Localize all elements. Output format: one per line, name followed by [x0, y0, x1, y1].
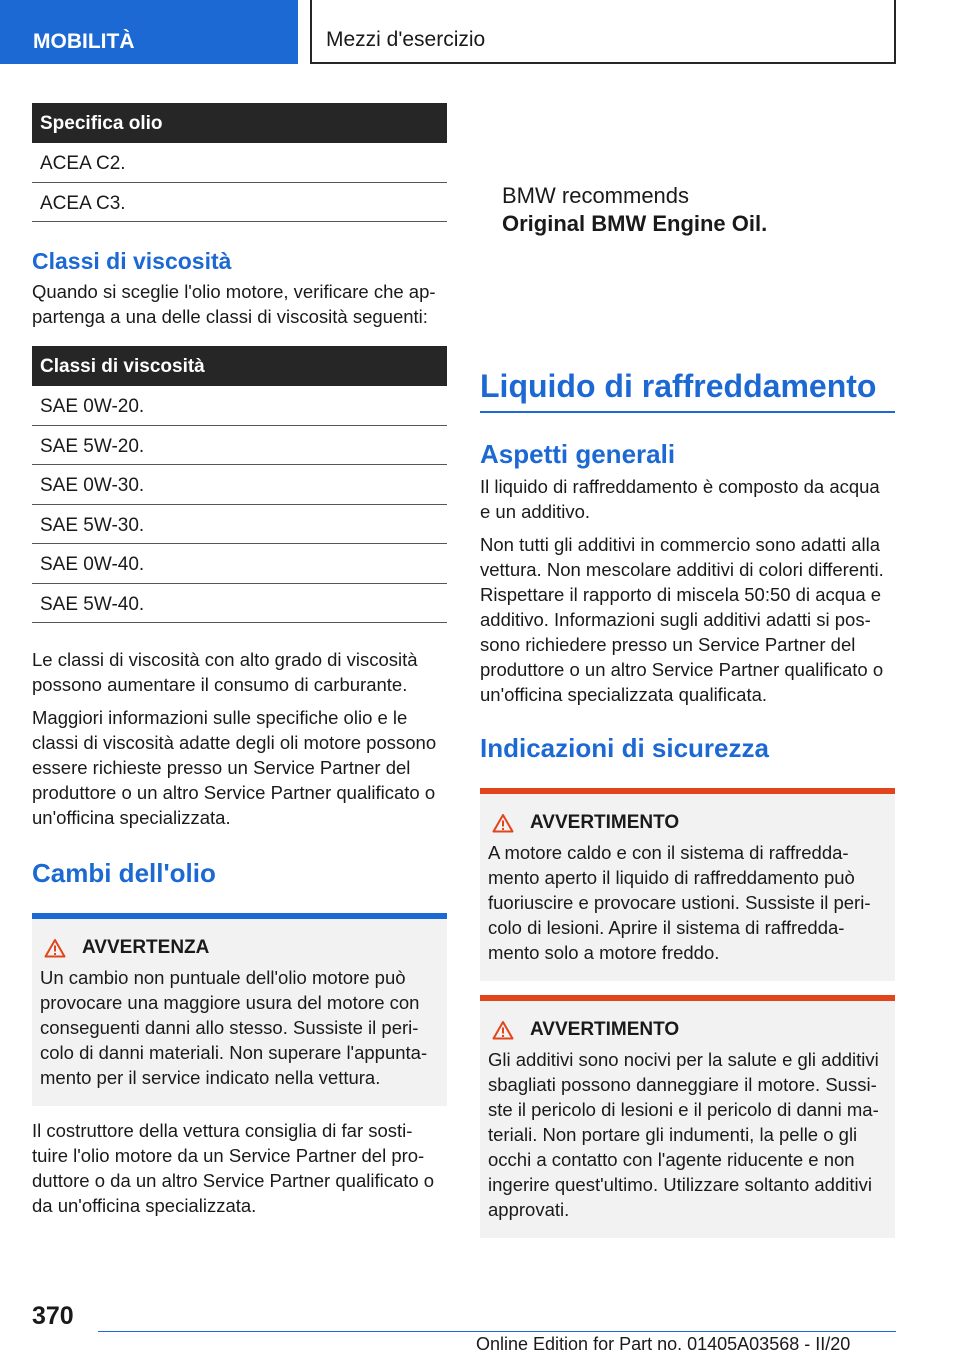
- general-paragraph-2: Non tutti gli additivi in commercio sono adatti alla vettura. Non mescolare additivi di colori differenti. Rispettare il rapporto di miscela 50:50 di acqua e additivo. Informazioni sugli additivi adatti si pos-sono richiedere presso un Service Partner del produttore o un altro Service Partner qualificato o un'officina specializzata qualificata.: [480, 534, 884, 705]
- warning-text: A motore caldo e con il sistema di raffredda-mento aperto il liquido di raffreddamento può fuoriuscire e provocare ustioni. Sussiste il peri-colo di lesioni. Aprire il sistema di raffredda-mento solo a motore freddo.: [488, 842, 871, 963]
- footer-divider: [98, 1331, 896, 1332]
- footer-edition: Online Edition for Part no. 01405A03568 - II/20: [476, 1334, 851, 1354]
- bmw-recommends-line2: Original BMW Engine Oil.: [502, 211, 768, 236]
- bmw-recommends-line1: BMW recommends: [502, 183, 690, 208]
- oil-spec-table: [32, 103, 447, 222]
- general-paragraph-1: Il liquido di raffreddamento è composto da acqua e un additivo.: [480, 476, 880, 522]
- general-heading: Aspetti generali: [480, 439, 676, 469]
- warning-box-2: [480, 995, 895, 1238]
- table-row: SAE 0W-20.: [32, 386, 447, 426]
- right-column: [480, 368, 895, 1238]
- left-column: [32, 103, 447, 1218]
- page-number: 370: [32, 1302, 74, 1330]
- warning-text: Gli additivi sono nocivi per la salute e gli additivi sbagliati possono danneggiare il motore. Sussi-ste il pericolo di lesioni e il pericolo di danni ma-teriali. Non portare gli indumenti, la pelle o gli occhi a contatto con l'agente riducente e non ingerire quest'ultimo. Utilizzare soltanto additivi approvati.: [488, 1049, 879, 1220]
- section-tab: MOBILITÀ: [0, 0, 298, 64]
- chapter-title: Mezzi d'esercizio: [310, 0, 896, 64]
- table-row: SAE 5W-20.: [32, 426, 447, 466]
- warning-box: [32, 913, 447, 1106]
- viscosity-paragraph-1: Le classi di viscosità con alto grado di viscosità possono aumentare il consumo di carburante.: [32, 649, 418, 695]
- warning-triangle-icon: [44, 938, 66, 958]
- warning-box-1: [480, 788, 895, 981]
- warning-title-text: AVVERTIMENTO: [530, 812, 680, 833]
- warning-text: Un cambio non puntuale dell'olio motore può provocare una maggiore usura del motore con conseguenti danni allo stesso. Sussiste il peri-colo di danni materiali. Non superare l'appunta-mento per il service indicato nella vettura.: [40, 967, 428, 1088]
- table-row: SAE 0W-30.: [32, 465, 447, 505]
- bmw-recommends-logo: [502, 182, 767, 238]
- warning-title: [488, 1019, 887, 1041]
- table-row: SAE 5W-30.: [32, 505, 447, 545]
- viscosity-table-header: Classi di viscosità: [32, 346, 447, 386]
- warning-triangle-icon: [492, 1020, 514, 1040]
- viscosity-heading: Classi di viscosità: [32, 248, 232, 274]
- oil-change-heading: Cambi dell'olio: [32, 858, 216, 888]
- oil-spec-table-header: Specifica olio: [32, 103, 447, 143]
- table-row: SAE 5W-40.: [32, 584, 447, 624]
- table-row: ACEA C3.: [32, 183, 447, 223]
- viscosity-intro: Quando si sceglie l'olio motore, verificare che ap-partenga a una delle classi di viscosità seguenti:: [32, 281, 436, 327]
- oil-change-paragraph: Il costruttore della vettura consiglia di far sosti-tuire l'olio motore da un Service Partner del pro-duttore o da un altro Service Partner qualificato o da un'officina specializzata.: [32, 1120, 435, 1216]
- safety-heading: Indicazioni di sicurezza: [480, 733, 769, 763]
- table-row: ACEA C2.: [32, 143, 447, 183]
- viscosity-table: [32, 346, 447, 623]
- warning-title-text: AVVERTIMENTO: [530, 1019, 680, 1040]
- warning-title-text: AVVERTENZA: [82, 937, 210, 958]
- warning-triangle-icon: [492, 813, 514, 833]
- viscosity-paragraph-2: Maggiori informazioni sulle specifiche olio e le classi di viscosità adatte degli oli motore possono essere richieste presso un Service Partner del produttore o un altro Service Partner qualificato o un'officina specializzata.: [32, 707, 437, 828]
- coolant-heading: Liquido di raffreddamento: [480, 368, 895, 413]
- warning-title: [488, 812, 887, 834]
- warning-title: [40, 937, 439, 959]
- table-row: SAE 0W-40.: [32, 544, 447, 584]
